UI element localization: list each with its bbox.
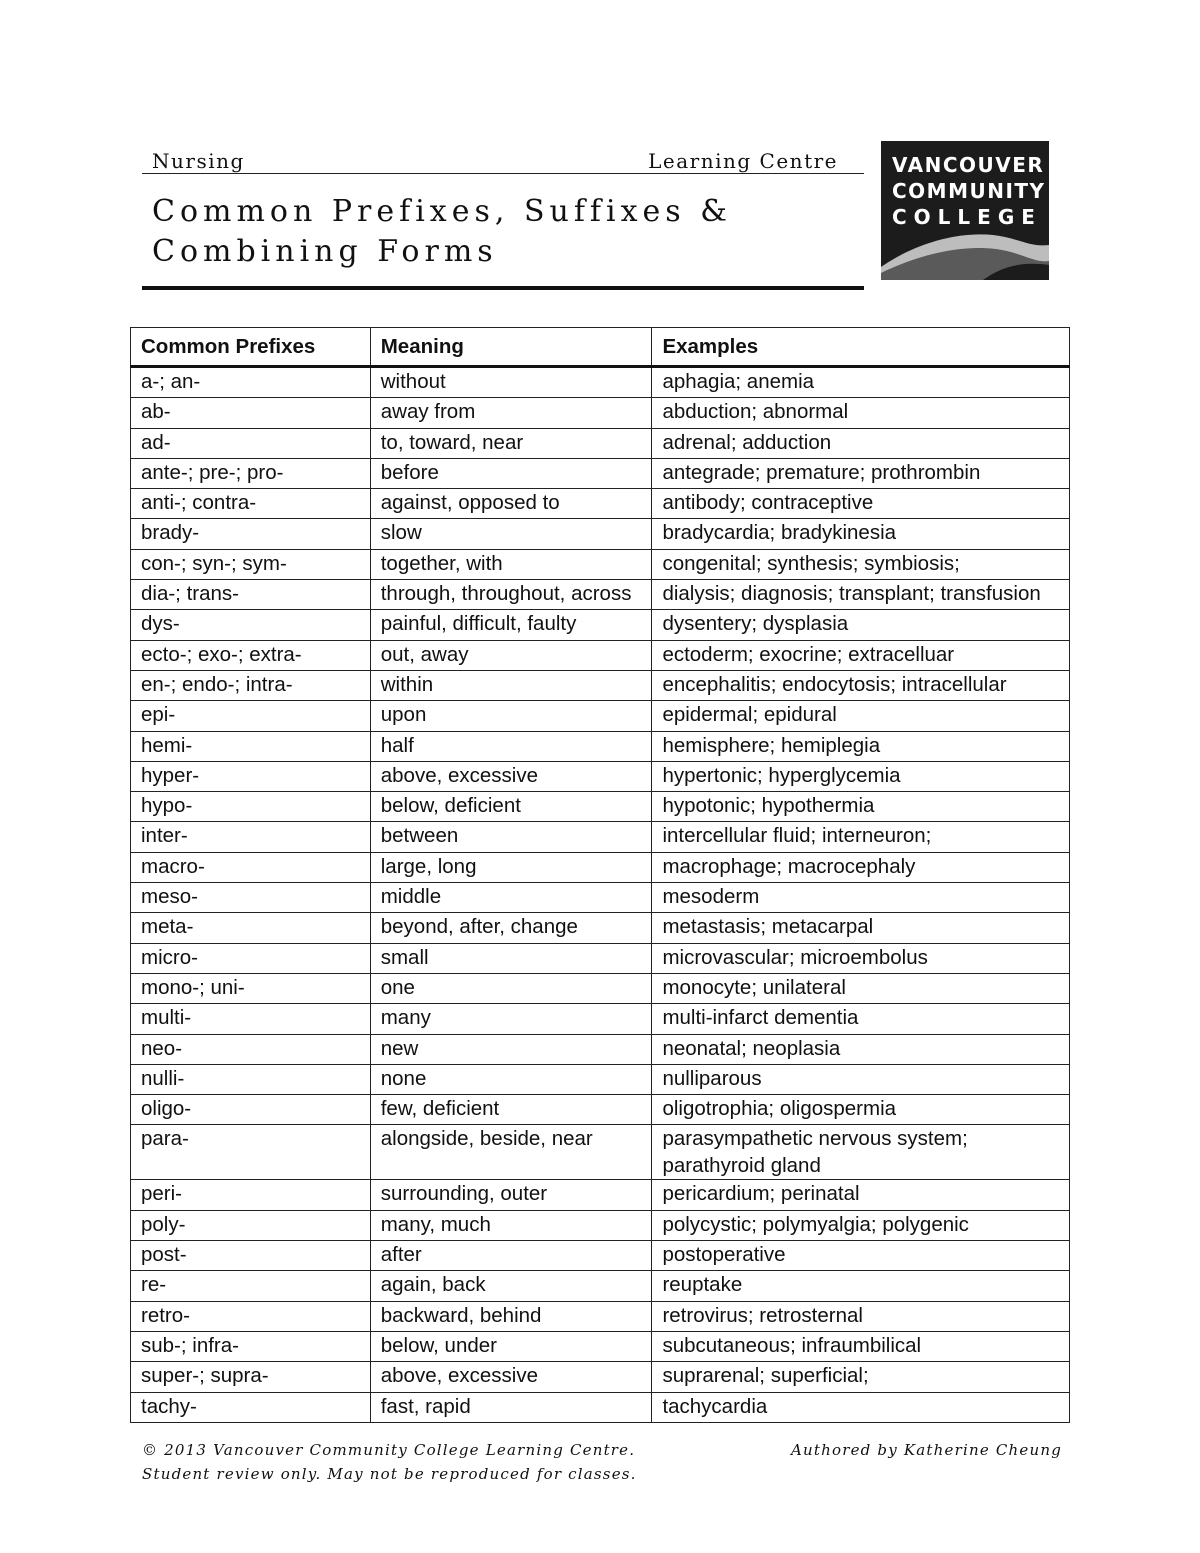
examples-cell: macrophage; macrocephaly <box>652 852 1070 882</box>
prefix-cell: micro- <box>131 943 371 973</box>
examples-cell: parasympathetic nervous system; parathyroid gland <box>652 1125 1070 1180</box>
prefix-cell: multi- <box>131 1004 371 1034</box>
prefix-cell: ante-; pre-; pro- <box>131 458 371 488</box>
table-row <box>131 943 1070 973</box>
examples-cell: ectoderm; exocrine; extracelluar <box>652 640 1070 670</box>
table-row <box>131 398 1070 428</box>
prefix-cell: hypo- <box>131 792 371 822</box>
table-row <box>131 1125 1070 1180</box>
prefix-cell: re- <box>131 1271 371 1301</box>
meaning-cell: painful, difficult, faulty <box>370 610 652 640</box>
prefix-cell: hyper- <box>131 761 371 791</box>
examples-cell: congenital; synthesis; symbiosis; <box>652 549 1070 579</box>
logo-line-3: COLLEGE <box>892 205 1042 229</box>
prefix-cell: retro- <box>131 1301 371 1331</box>
examples-cell: aphagia; anemia <box>652 367 1070 398</box>
table-row <box>131 428 1070 458</box>
meaning-cell: large, long <box>370 852 652 882</box>
examples-cell: reuptake <box>652 1271 1070 1301</box>
logo-line-1: VANCOUVER <box>892 153 1045 177</box>
examples-cell: hypertonic; hyperglycemia <box>652 761 1070 791</box>
examples-cell: pericardium; perinatal <box>652 1180 1070 1210</box>
meaning-cell: without <box>370 367 652 398</box>
table-row <box>131 1095 1070 1125</box>
examples-cell: intercellular fluid; interneuron; <box>652 822 1070 852</box>
column-header-meaning: Meaning <box>370 328 652 367</box>
meaning-cell: after <box>370 1241 652 1271</box>
examples-cell: neonatal; neoplasia <box>652 1034 1070 1064</box>
prefix-cell: poly- <box>131 1210 371 1240</box>
page-header <box>142 140 864 272</box>
table-row <box>131 852 1070 882</box>
prefix-cell: mono-; uni- <box>131 973 371 1003</box>
table-row <box>131 1331 1070 1361</box>
department-label: Nursing <box>152 149 245 173</box>
prefix-cell: en-; endo-; intra- <box>131 670 371 700</box>
meaning-cell: surrounding, outer <box>370 1180 652 1210</box>
meaning-cell: many, much <box>370 1210 652 1240</box>
table-row <box>131 1271 1070 1301</box>
meaning-cell: away from <box>370 398 652 428</box>
table-row <box>131 458 1070 488</box>
meaning-cell: middle <box>370 883 652 913</box>
meaning-cell: against, opposed to <box>370 489 652 519</box>
table-row <box>131 1241 1070 1271</box>
examples-cell: microvascular; microembolus <box>652 943 1070 973</box>
meaning-cell: above, excessive <box>370 761 652 791</box>
examples-cell: oligotrophia; oligospermia <box>652 1095 1070 1125</box>
meaning-cell: to, toward, near <box>370 428 652 458</box>
prefix-cell: con-; syn-; sym- <box>131 549 371 579</box>
prefix-cell: peri- <box>131 1180 371 1210</box>
table-row <box>131 1210 1070 1240</box>
examples-cell: mesoderm <box>652 883 1070 913</box>
meaning-cell: beyond, after, change <box>370 913 652 943</box>
prefix-cell: neo- <box>131 1034 371 1064</box>
table-row <box>131 519 1070 549</box>
examples-cell: subcutaneous; infraumbilical <box>652 1331 1070 1361</box>
examples-cell: hemisphere; hemiplegia <box>652 731 1070 761</box>
meaning-cell: between <box>370 822 652 852</box>
table-row <box>131 640 1070 670</box>
prefix-cell: a-; an- <box>131 367 371 398</box>
prefix-cell: meso- <box>131 883 371 913</box>
prefix-cell: dys- <box>131 610 371 640</box>
examples-cell: bradycardia; bradykinesia <box>652 519 1070 549</box>
prefix-cell: ad- <box>131 428 371 458</box>
logo-line-2: COMMUNITY <box>892 179 1046 203</box>
meaning-cell: fast, rapid <box>370 1392 652 1422</box>
prefix-cell: inter- <box>131 822 371 852</box>
meaning-cell: slow <box>370 519 652 549</box>
table-row <box>131 761 1070 791</box>
table-row <box>131 1392 1070 1422</box>
prefix-cell: tachy- <box>131 1392 371 1422</box>
college-logo <box>881 141 1049 280</box>
examples-cell: adrenal; adduction <box>652 428 1070 458</box>
meaning-cell: alongside, beside, near <box>370 1125 652 1180</box>
table-row <box>131 1034 1070 1064</box>
table-row <box>131 549 1070 579</box>
examples-cell: metastasis; metacarpal <box>652 913 1070 943</box>
meaning-cell: many <box>370 1004 652 1034</box>
meaning-cell: none <box>370 1064 652 1094</box>
table-row <box>131 701 1070 731</box>
table-row <box>131 1004 1070 1034</box>
prefix-cell: anti-; contra- <box>131 489 371 519</box>
table-row <box>131 731 1070 761</box>
meaning-cell: upon <box>370 701 652 731</box>
table-row <box>131 1064 1070 1094</box>
prefix-cell: brady- <box>131 519 371 549</box>
prefix-cell: macro- <box>131 852 371 882</box>
meaning-cell: within <box>370 670 652 700</box>
author-credit: Authored by Katherine Cheung <box>791 1441 1062 1459</box>
meaning-cell: again, back <box>370 1271 652 1301</box>
table-row <box>131 1362 1070 1392</box>
meaning-cell: below, deficient <box>370 792 652 822</box>
meaning-cell: half <box>370 731 652 761</box>
meaning-cell: above, excessive <box>370 1362 652 1392</box>
meaning-cell: before <box>370 458 652 488</box>
meaning-cell: small <box>370 943 652 973</box>
table-row <box>131 913 1070 943</box>
meaning-cell: together, with <box>370 549 652 579</box>
table-row <box>131 792 1070 822</box>
table-body <box>131 367 1070 1423</box>
column-header-examples: Examples <box>652 328 1070 367</box>
table-row <box>131 610 1070 640</box>
prefix-cell: dia-; trans- <box>131 580 371 610</box>
examples-cell: retrovirus; retrosternal <box>652 1301 1070 1331</box>
examples-cell: antibody; contraceptive <box>652 489 1070 519</box>
table-row <box>131 489 1070 519</box>
prefix-cell: nulli- <box>131 1064 371 1094</box>
prefix-cell: super-; supra- <box>131 1362 371 1392</box>
table-row <box>131 1180 1070 1210</box>
examples-cell: nulliparous <box>652 1064 1070 1094</box>
prefixes-table <box>130 327 1070 1423</box>
meaning-cell: new <box>370 1034 652 1064</box>
examples-cell: suprarenal; superficial; <box>652 1362 1070 1392</box>
table-row <box>131 883 1070 913</box>
examples-cell: epidermal; epidural <box>652 701 1070 731</box>
logo-text <box>892 152 1046 230</box>
examples-cell: encephalitis; endocytosis; intracellular <box>652 670 1070 700</box>
examples-cell: dialysis; diagnosis; transplant; transfusion <box>652 580 1070 610</box>
prefix-cell: meta- <box>131 913 371 943</box>
examples-cell: monocyte; unilateral <box>652 973 1070 1003</box>
examples-cell: polycystic; polymyalgia; polygenic <box>652 1210 1070 1240</box>
meaning-cell: through, throughout, across <box>370 580 652 610</box>
prefix-cell: para- <box>131 1125 371 1180</box>
meaning-cell: backward, behind <box>370 1301 652 1331</box>
copyright-note: © 2013 Vancouver Community College Learning Centre. Student review only. May not be reproduced for classes. <box>142 1441 637 1483</box>
prefix-cell: hemi- <box>131 731 371 761</box>
header-row <box>142 140 864 174</box>
title-divider <box>142 286 864 290</box>
examples-cell: antegrade; premature; prothrombin <box>652 458 1070 488</box>
examples-cell: postoperative <box>652 1241 1070 1271</box>
table-row <box>131 822 1070 852</box>
examples-cell: multi-infarct dementia <box>652 1004 1070 1034</box>
meaning-cell: out, away <box>370 640 652 670</box>
prefix-cell: ecto-; exo-; extra- <box>131 640 371 670</box>
examples-cell: abduction; abnormal <box>652 398 1070 428</box>
table-row <box>131 367 1070 398</box>
examples-cell: hypotonic; hypothermia <box>652 792 1070 822</box>
prefix-cell: sub-; infra- <box>131 1331 371 1361</box>
centre-label: Learning Centre <box>648 149 838 173</box>
meaning-cell: few, deficient <box>370 1095 652 1125</box>
prefix-cell: epi- <box>131 701 371 731</box>
meaning-cell: below, under <box>370 1331 652 1361</box>
table-row <box>131 580 1070 610</box>
prefix-cell: oligo- <box>131 1095 371 1125</box>
prefix-cell: post- <box>131 1241 371 1271</box>
prefix-cell: ab- <box>131 398 371 428</box>
table-header-row <box>131 328 1070 367</box>
page-title: Common Prefixes, Suffixes & Combining Forms <box>152 194 732 269</box>
table-row <box>131 973 1070 1003</box>
meaning-cell: one <box>370 973 652 1003</box>
examples-cell: dysentery; dysplasia <box>652 610 1070 640</box>
table-row <box>131 670 1070 700</box>
examples-cell: tachycardia <box>652 1392 1070 1422</box>
column-header-prefixes: Common Prefixes <box>131 328 371 367</box>
table-row <box>131 1301 1070 1331</box>
